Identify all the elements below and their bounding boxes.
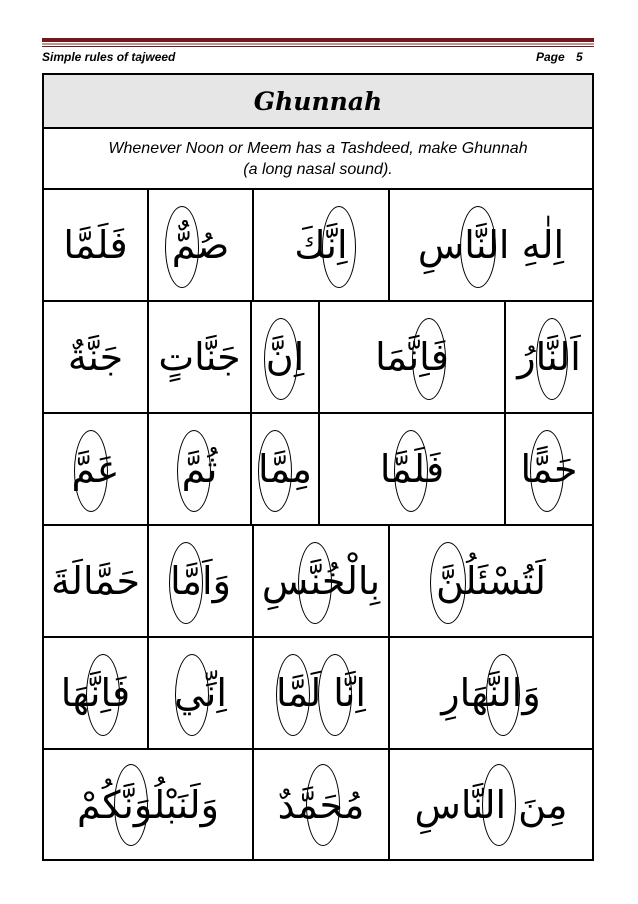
word-cell <box>147 414 250 524</box>
arabic-word: فَاِنَّمَا <box>375 335 449 379</box>
word-cell <box>147 638 252 748</box>
arabic-word: بِالْخُنَّسِ <box>261 559 381 603</box>
word-row-3 <box>44 414 592 526</box>
word-cell <box>252 190 388 300</box>
word-cell <box>252 750 388 859</box>
arabic-word: فَاِنَّهَا <box>60 671 131 715</box>
ghunnah-circle <box>460 206 496 288</box>
ghunnah-circle <box>258 430 292 512</box>
word-cell <box>388 750 592 859</box>
word-cell <box>44 190 147 300</box>
word-row-6 <box>44 750 592 859</box>
header-rule-bottom <box>42 46 594 47</box>
arabic-word: فَلَمَّا <box>379 447 445 491</box>
arabic-word: وَالنَّهَارِ <box>441 671 541 715</box>
word-row-2 <box>44 302 592 414</box>
ghunnah-circle <box>177 430 211 512</box>
ghunnah-circle <box>74 430 108 512</box>
word-row-5 <box>44 638 592 750</box>
arabic-word: صُمٌّ <box>171 223 230 267</box>
arabic-word: اِنَّكَ <box>294 223 348 267</box>
section-title: Ghunnah <box>253 86 383 116</box>
ghunnah-circle <box>394 430 428 512</box>
arabic-word: فَلَمَّا <box>63 223 128 267</box>
ghunnah-circle <box>298 542 332 624</box>
ghunnah-circle <box>306 764 340 846</box>
word-row-1 <box>44 190 592 302</box>
word-cell <box>44 750 252 859</box>
word-cell <box>44 526 147 636</box>
arabic-word: عَمَّ <box>71 447 120 491</box>
arabic-word: وَاَمَّا <box>170 559 231 603</box>
ghunnah-circle <box>114 764 148 846</box>
ghunnah-circle <box>169 542 203 624</box>
ghunnah-circle <box>322 206 356 288</box>
rule-description-line-1: Whenever Noon or Meem has a Tashdeed, make Ghunnah <box>108 139 528 157</box>
arabic-word: اِنَّا لَمَّا <box>276 671 366 715</box>
arabic-word: جَنَّةٌ <box>67 335 124 379</box>
arabic-word: حَمَّالَةَ <box>51 559 140 603</box>
word-cell <box>504 302 592 412</box>
word-cell <box>252 638 388 748</box>
rule-description <box>44 129 592 190</box>
word-row-4 <box>44 526 592 638</box>
rule-description-line-2: (a long nasal sound). <box>243 160 393 178</box>
arabic-word: اِنِّي <box>174 671 227 715</box>
arabic-word: اِنَّ <box>265 335 305 379</box>
word-cell <box>388 638 592 748</box>
word-cell <box>44 302 147 412</box>
header-rule-top <box>42 38 594 42</box>
ghunnah-circle <box>175 654 209 736</box>
arabic-word: اِلٰهِ النَّاسِ <box>417 223 565 267</box>
ghunnah-circle <box>165 206 199 288</box>
arabic-word: حَمًّا <box>520 447 578 491</box>
ghunnah-table <box>42 73 594 861</box>
arabic-word: ثُمَّ <box>181 447 218 491</box>
arabic-word: وَلَنَبْلُوَنَّكُمْ <box>77 782 219 827</box>
ghunnah-circle <box>318 654 352 736</box>
word-cell <box>147 302 250 412</box>
arabic-word: مُحَمَّدٌ <box>277 782 365 827</box>
page-number-label <box>536 50 583 64</box>
ghunnah-circle <box>536 318 568 400</box>
arabic-word: مِمَّا <box>258 447 312 491</box>
word-cell <box>147 526 252 636</box>
word-cell <box>250 414 318 524</box>
page-label: Page <box>536 50 565 64</box>
header-rule-mid <box>42 43 594 45</box>
word-cell <box>44 638 147 748</box>
word-cell <box>504 414 592 524</box>
page-number: 5 <box>576 50 583 64</box>
word-cell <box>252 526 388 636</box>
word-cell <box>318 414 504 524</box>
arabic-word: اَلنَّارُ <box>517 335 581 379</box>
word-cell <box>147 190 252 300</box>
ghunnah-circle <box>486 654 520 736</box>
ghunnah-circle <box>430 542 466 624</box>
ghunnah-circle <box>412 318 446 400</box>
ghunnah-circle <box>264 318 298 400</box>
header-title: Simple rules of tajweed <box>42 50 176 64</box>
word-cell <box>318 302 504 412</box>
arabic-word: جَنَّاتٍ <box>158 335 241 379</box>
ghunnah-circle <box>86 654 120 736</box>
word-cell <box>44 414 147 524</box>
arabic-word: لَتُسْئَلُنَّ <box>436 559 546 603</box>
ghunnah-circle <box>276 654 310 736</box>
title-row <box>44 75 592 129</box>
arabic-word: مِنَ النَّاسِ <box>414 782 568 827</box>
word-cell <box>388 526 592 636</box>
ghunnah-circle <box>530 430 564 512</box>
word-cell <box>250 302 318 412</box>
ghunnah-circle <box>482 764 516 846</box>
word-cell <box>388 190 592 300</box>
